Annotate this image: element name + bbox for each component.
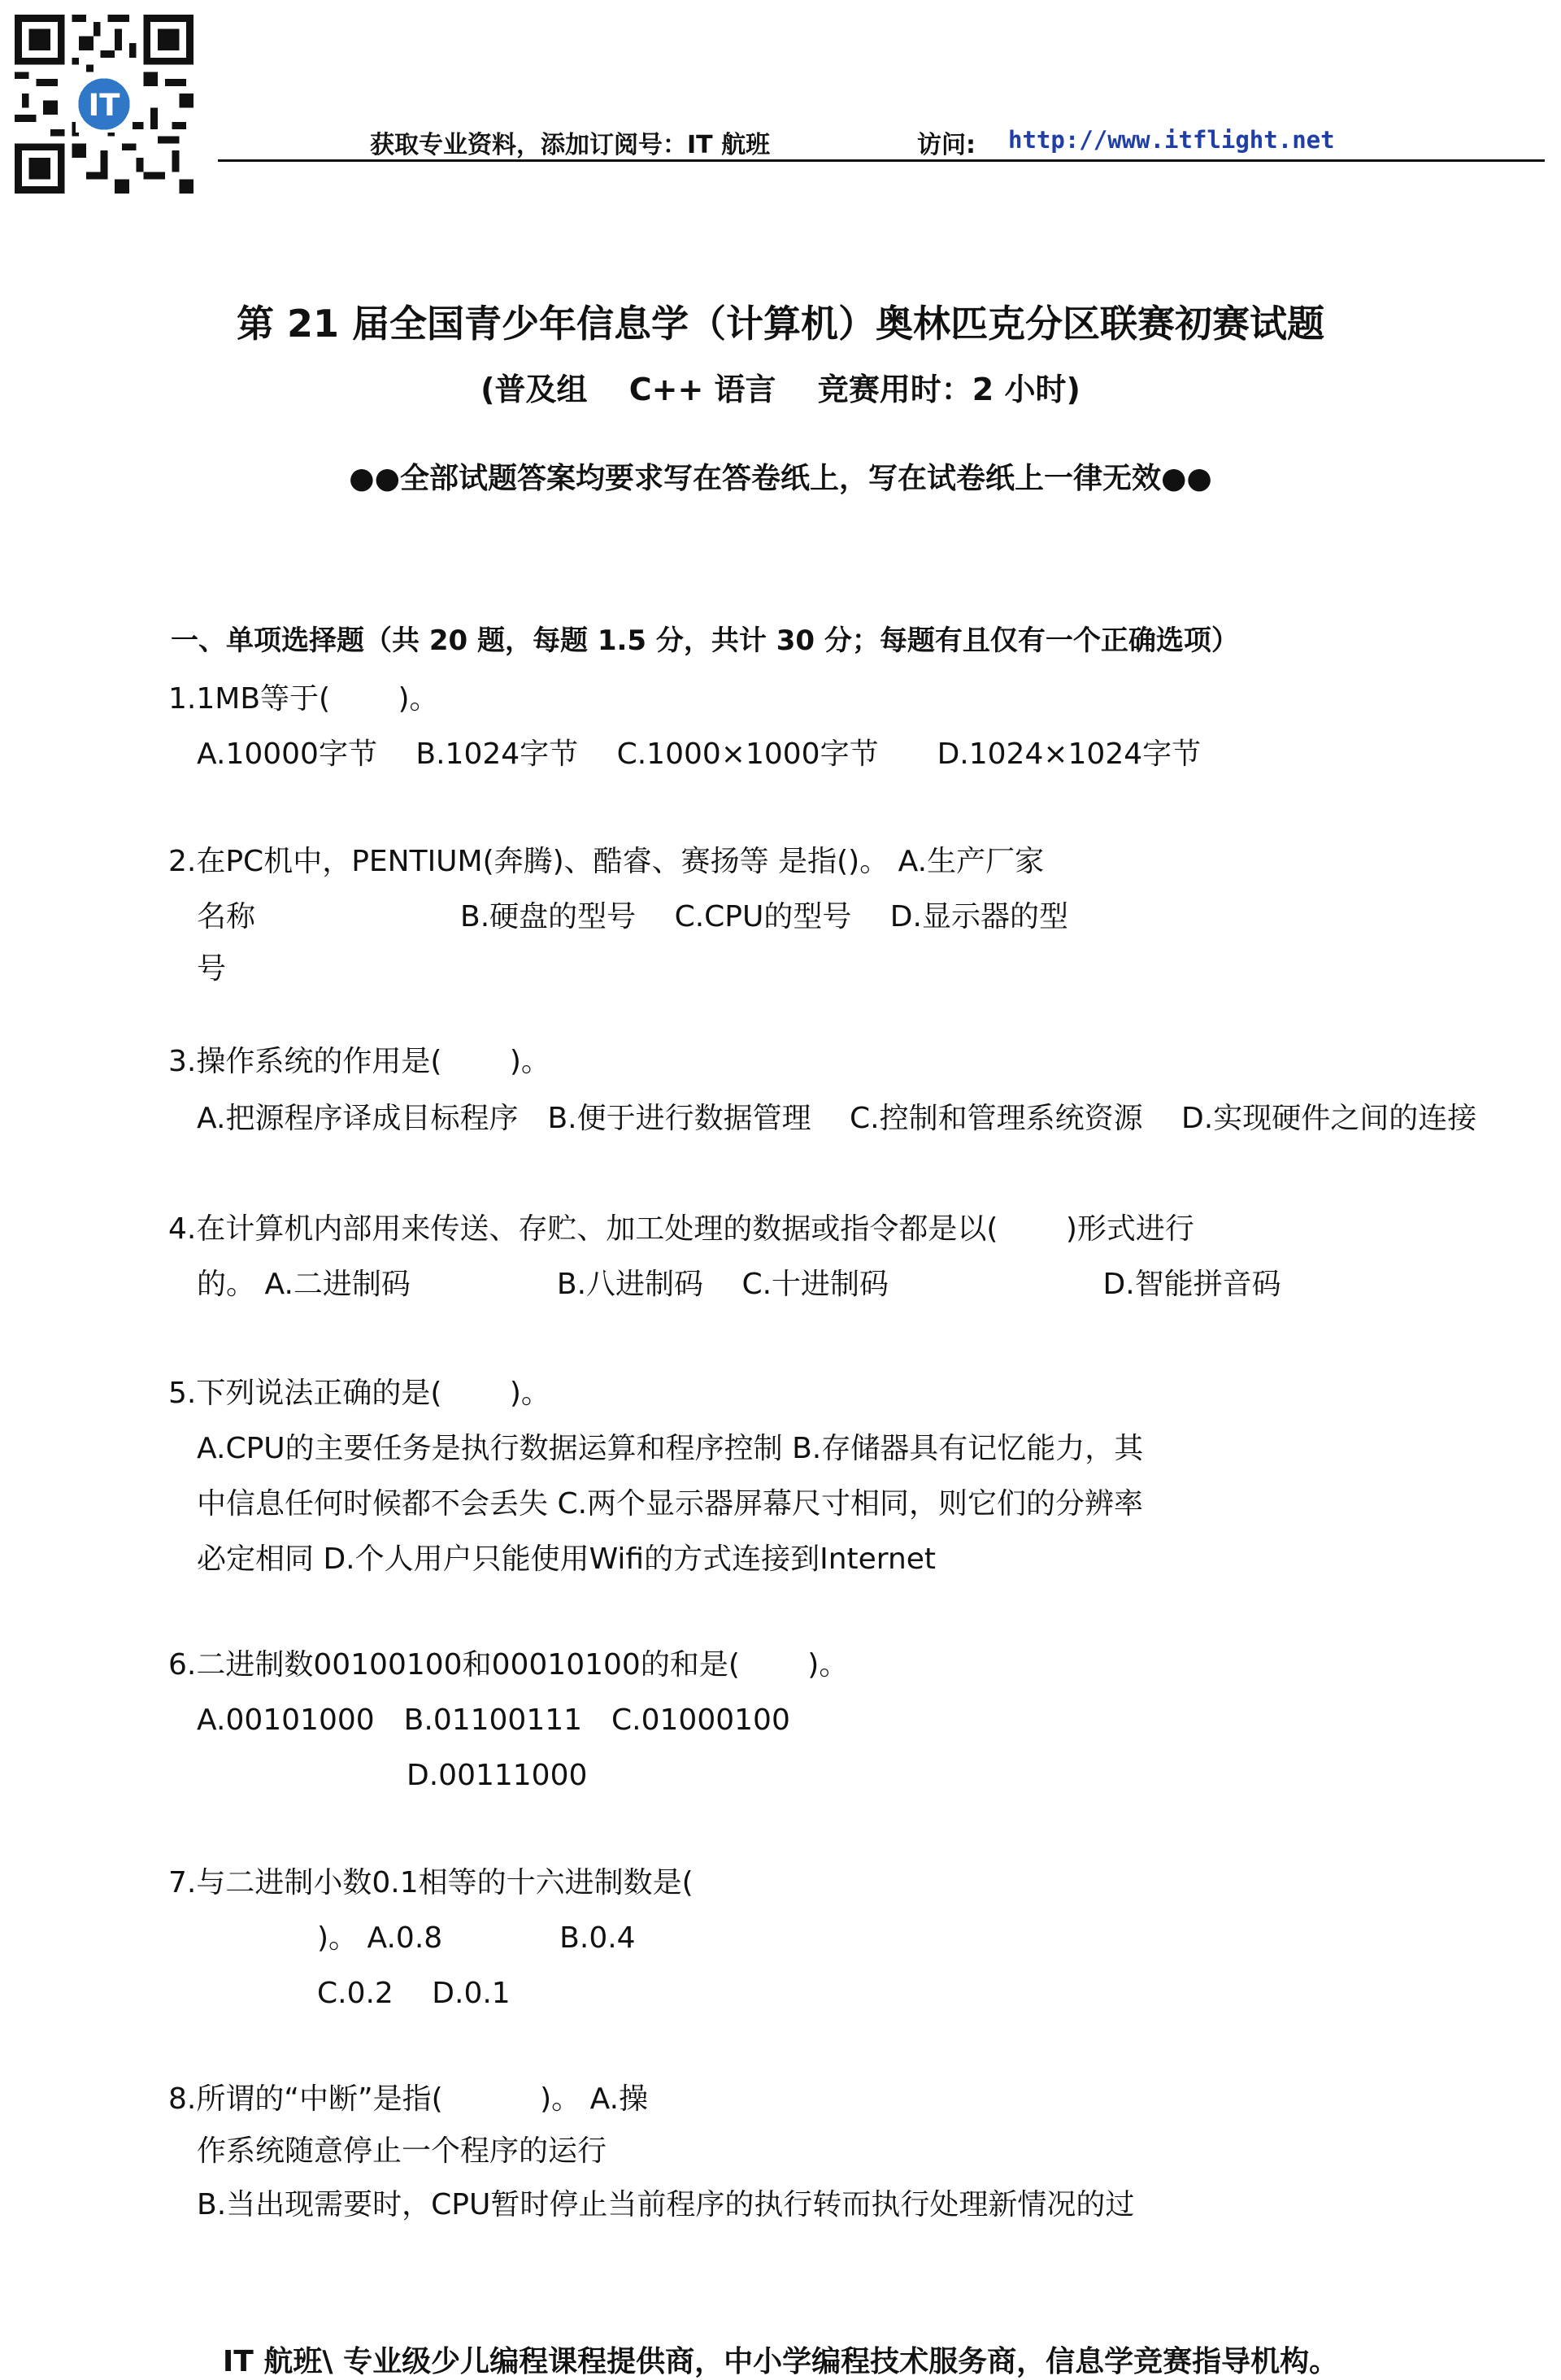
question-options: A.把源程序译成目标程序 B.便于进行数据管理 C.控制和管理系统资源 D.实现硬件之间的连接 (197, 1102, 1477, 1135)
section-title: 一、单项选择题（共 20 题，每题 1.5 分，共计 30 分；每题有且仅有一个正确选项） (171, 624, 1239, 657)
question-options: 中信息任何时候都不会丢失 C.两个显示器屏幕尺寸相同，则它们的分辨率 (197, 1487, 1144, 1521)
question-stem: 3.操作系统的作用是( )。 (168, 1045, 550, 1078)
question-options: A.10000字节 B.1024字节 C.1000×1000字节 D.1024×1024字节 (197, 737, 1202, 771)
question-options: 名称 B.硬盘的型号 C.CPU的型号 D.显示器的型 (197, 900, 1068, 933)
question-stem: 7.与二进制小数0.1相等的十六进制数是( (168, 1866, 694, 1899)
header-subscribe-text: 获取专业资料，添加订阅号：IT 航班 (370, 131, 771, 159)
page-footer: IT 航班\ 专业级少儿编程课程提供商，中小学编程技术服务商，信息学竞赛指导机构。 (222, 2345, 1339, 2378)
question-options: )。 A.0.8 B.0.4 (317, 1921, 636, 1955)
exam-notice: ●●全部试题答案均要求写在答卷纸上，写在试卷纸上一律无效●● (349, 462, 1212, 495)
header-url-link[interactable]: http://www.itflight.net (1008, 126, 1335, 154)
question-options: C.0.2 D.0.1 (317, 1977, 511, 2010)
question-stem: 2.在PC机中，PENTIUM(奔腾)、酷睿、赛扬等 是指()。 A.生产厂家 (168, 845, 1045, 878)
question-stem: 4.在计算机内部用来传送、存贮、加工处理的数据或指令都是以( )形式进行 (168, 1212, 1194, 1246)
exam-subtitle: (普及组 C++ 语言 竞赛用时：2 小时) (480, 372, 1081, 407)
question-stem: 6.二进制数00100100和00010100的和是( )。 (168, 1648, 849, 1682)
question-options: 号 (197, 952, 227, 986)
question-options: 的。 A.二进制码 B.八进制码 C.十进制码 D.智能拼音码 (197, 1268, 1281, 1301)
question-stem: 8.所谓的“中断”是指( )。 A.操 (168, 2082, 649, 2116)
question-stem: 5.下列说法正确的是( )。 (168, 1377, 550, 1410)
question-stem: 1.1MB等于( )。 (168, 682, 439, 716)
question-options: B.当出现需要时，CPU暂时停止当前程序的执行转而执行处理新情况的过 (197, 2188, 1135, 2221)
exam-title: 第 21 届全国青少年信息学（计算机）奥林匹克分区联赛初赛试题 (236, 302, 1325, 346)
question-options: A.CPU的主要任务是执行数据运算和程序控制 B.存储器具有记忆能力，其 (197, 1432, 1144, 1465)
qr-logo-text: IT (88, 88, 120, 124)
question-options: 作系统随意停止一个程序的运行 (197, 2134, 607, 2168)
question-options: D.00111000 (407, 1759, 588, 1792)
header-divider (218, 159, 1545, 162)
header-visit-label: 访问: (917, 131, 976, 159)
qr-code-image (15, 15, 193, 194)
question-options: A.00101000 B.01100111 C.01000100 (197, 1703, 790, 1737)
question-options: 必定相同 D.个人用户只能使用Wifi的方式连接到Internet (197, 1542, 937, 1576)
